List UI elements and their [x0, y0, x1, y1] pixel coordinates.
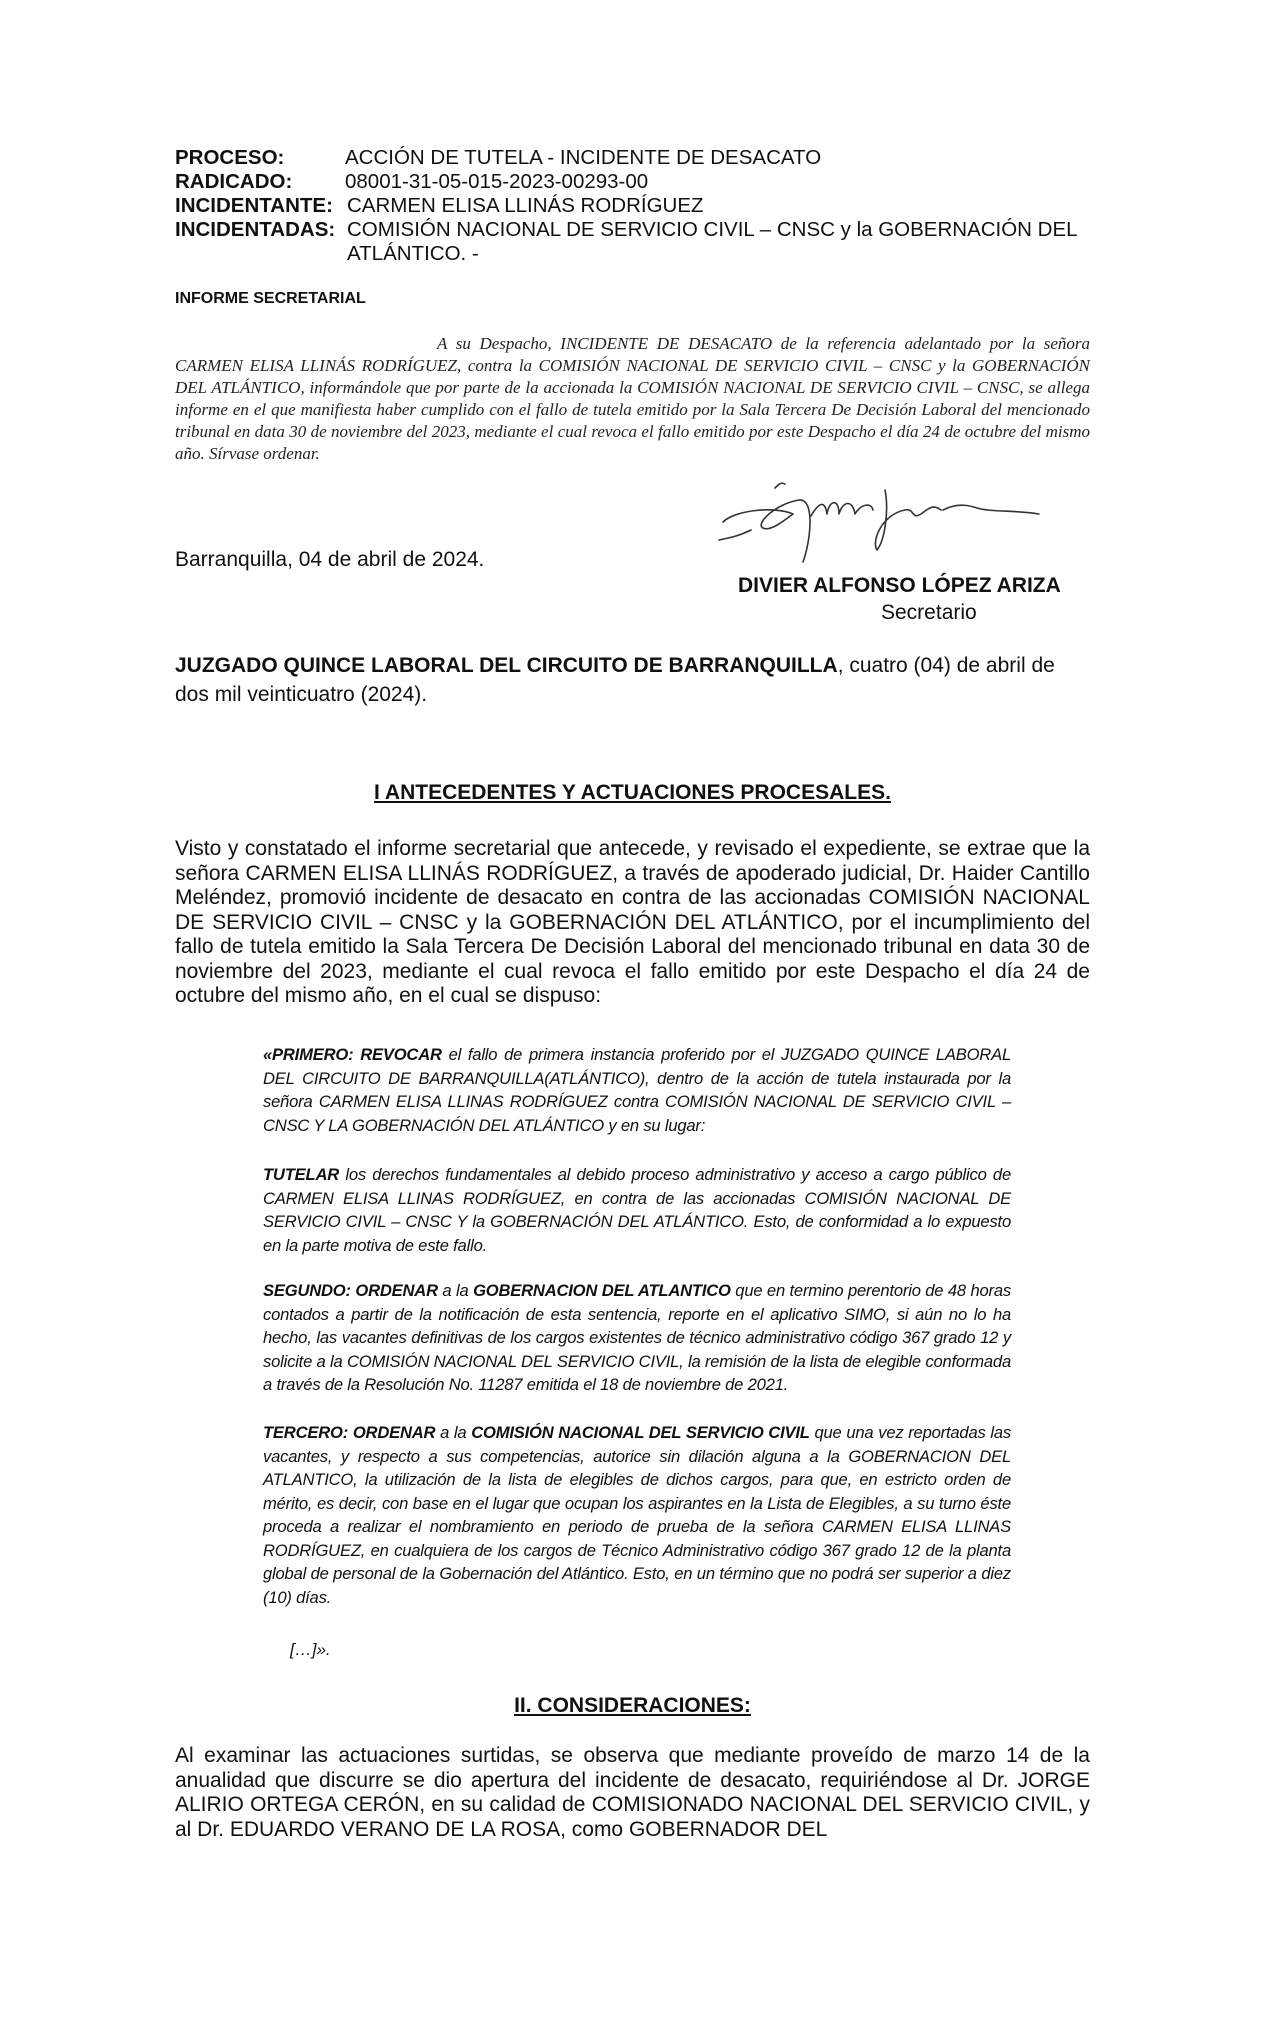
- radicado-value: 08001-31-05-015-2023-00293-00: [345, 170, 649, 193]
- quote-segundo-connector: a la: [442, 1281, 469, 1300]
- quote-tercero-entity: COMISIÓN NACIONAL DEL SERVICIO CIVIL: [471, 1423, 810, 1442]
- informe-title: INFORME SECRETARIAL: [175, 290, 366, 307]
- quote-segundo-label: SEGUNDO: ORDENAR: [263, 1281, 438, 1300]
- proceso-value: ACCIÓN DE TUTELA - INCIDENTE DE DESACATO: [345, 146, 822, 169]
- header-row-incidentadas: [175, 218, 1095, 266]
- antecedentes-paragraph: Visto y constatado el informe secretarial que antecede, y revisado el expediente, se extrae que la señora CARMEN ELISA LLINÁS RODRÍGUEZ, a través de apoderado judicial, Dr. Haider Cantillo Meléndez, promovió incidente de desacato en contra de las accionadas COMISIÓN NACIONAL DE SERVICIO CIVIL – CNSC y la GOBERNACIÓN DEL ATLÁNTICO, por el incumplimiento del fallo de tutela emitido la Sala Tercera De Decisión Laboral del mencionado tribunal en data 30 de noviembre del 2023, mediante el cual revoca el fallo emitido por este Despacho el día 24 de octubre del mismo año, en el cual se dispuso:: [175, 837, 1090, 1007]
- incidentadas-value: COMISIÓN NACIONAL DE SERVICIO CIVIL – CNSC y la GOBERNACIÓN DEL ATLÁNTICO. -: [347, 218, 1077, 265]
- quote-revocar: REVOCAR: [360, 1045, 442, 1064]
- quote-closing: […]».: [290, 1640, 331, 1659]
- consideraciones-paragraph: Al examinar las actuaciones surtidas, se observa que mediante proveído de marzo 14 de la anualidad que discurre se dio apertura del incidente de desacato, requiriéndose al Dr. JORGE ALIRIO ORTEGA CERÓN, en su calidad de COMISIONADO NACIONAL DEL SERVICIO CIVIL, y al Dr. EDUARDO VERANO DE LA ROSA, como GOBERNADOR DEL: [175, 1744, 1090, 1841]
- radicado-label: RADICADO:: [175, 170, 293, 193]
- section-heading-antecedentes: I ANTECEDENTES Y ACTUACIONES PROCESALES.: [374, 781, 891, 804]
- quote-tutelar: [263, 1163, 1011, 1257]
- header-row-incidentante: [175, 194, 1095, 218]
- quote-tutelar-text: los derechos fundamentales al debido proceso administrativo y acceso a cargo público de CARMEN ELISA LLINAS RODRÍGUEZ, en contra de las accionadas COMISIÓN NACIONAL DE SERVICIO CIVIL – CNSC Y la GOBERNACIÓN DEL ATLÁNTICO. Esto, de conformidad a lo expuesto en la parte motiva de este fallo.: [263, 1165, 1011, 1255]
- proceso-label: PROCESO:: [175, 146, 285, 169]
- quote-tercero: [263, 1421, 1011, 1609]
- secretary-name: DIVIER ALFONSO LÓPEZ ARIZA: [738, 574, 1061, 597]
- header-row-radicado: [175, 170, 1095, 194]
- court-date: , cuatro (04) de abril de dos mil veinticuatro (2024).: [175, 654, 1055, 706]
- section-heading-consideraciones: II. CONSIDERACIONES:: [514, 1694, 751, 1717]
- quote-tutelar-label: TUTELAR: [263, 1165, 340, 1184]
- quote-segundo: [263, 1279, 1011, 1397]
- incidentante-value: CARMEN ELISA LLINÁS RODRÍGUEZ: [347, 194, 704, 217]
- quote-tercero-label: TERCERO: ORDENAR: [263, 1423, 436, 1442]
- quote-segundo-text: que en termino perentorio de 48 horas contados a partir de la notificación de esta sentencia, reporte en el aplicativo SIMO, si aún no lo ha hecho, las vacantes definitivas de los cargos existentes de técnico administrativo código 367 grado 12 y solicite a la COMISIÓN NACIONAL DEL SERVICIO CIVIL, la remisión de la lista de elegible conformada a través de la Resolución No. 11287 emitida el 18 de noviembre de 2021.: [263, 1281, 1011, 1394]
- incidentadas-label: INCIDENTADAS:: [175, 218, 336, 241]
- incidentante-label: INCIDENTANTE:: [175, 194, 333, 217]
- quote-tercero-text: que una vez reportadas las vacantes, y respecto a sus competencias, autorice sin dilación alguna a la GOBERNACION DEL ATLANTICO, la utilización de la lista de elegibles de dichos cargos, para que, en estricto orden de mérito, es decir, con base en el lugar que ocupan los aspirantes en la Lista de Elegibles, a su turno éste proceda a realizar el nombramiento en periodo de prueba de la señora CARMEN ELISA LLINAS RODRÍGUEZ, en cualquiera de los cargos de Técnico Administrativo código 367 grado 12 de la planta global de personal de la Gobernación del Atlántico. Esto, en un término que no podrá ser superior a diez (10) días.: [263, 1423, 1011, 1607]
- quote-segundo-entity: GOBERNACION DEL ATLANTICO: [473, 1281, 731, 1300]
- secretary-title: Secretario: [881, 601, 977, 624]
- quote-primero: [263, 1043, 1011, 1137]
- quote-primero-text: el fallo de primera instancia proferido por el JUZGADO QUINCE LABORAL DEL CIRCUITO DE BARRANQUILLA(ATLÁNTICO), dentro de la acción de tutela instaurada por la señora CARMEN ELISA LLINAS RODRÍGUEZ contra COMISIÓN NACIONAL DE SERVICIO CIVIL – CNSC Y LA GOBERNACIÓN DEL ATLÁNTICO y en su lugar:: [263, 1045, 1011, 1135]
- court-heading-paragraph: [175, 651, 1090, 709]
- header-row-proceso: [175, 146, 1095, 170]
- date-line: Barranquilla, 04 de abril de 2024.: [175, 548, 485, 571]
- handwritten-signature: [715, 470, 1045, 580]
- court-name: JUZGADO QUINCE LABORAL DEL CIRCUITO DE BARRANQUILLA: [175, 654, 838, 677]
- quote-tercero-connector: a la: [440, 1423, 467, 1442]
- informe-body: A su Despacho, INCIDENTE DE DESACATO de la referencia adelantado por la señora CARMEN ELISA LLINÁS RODRÍGUEZ, contra la COMISIÓN NACIONAL DE SERVICIO CIVIL – CNSC y la GOBERNACIÓN DEL ATLÁNTICO, informándole que por parte de la accionada la COMISIÓN NACIONAL DE SERVICIO CIVIL – CNSC, se allega informe en el que manifiesta haber cumplido con el fallo de tutela emitido por la Sala Tercera De Decisión Laboral del mencionado tribunal en data 30 de noviembre del 2023, mediante el cual revoca el fallo emitido por este Despacho el día 24 de octubre del mismo año. Sírvase ordenar.: [175, 334, 1090, 463]
- quote-primero-label: «PRIMERO:: [263, 1045, 354, 1064]
- case-header: [175, 146, 1095, 266]
